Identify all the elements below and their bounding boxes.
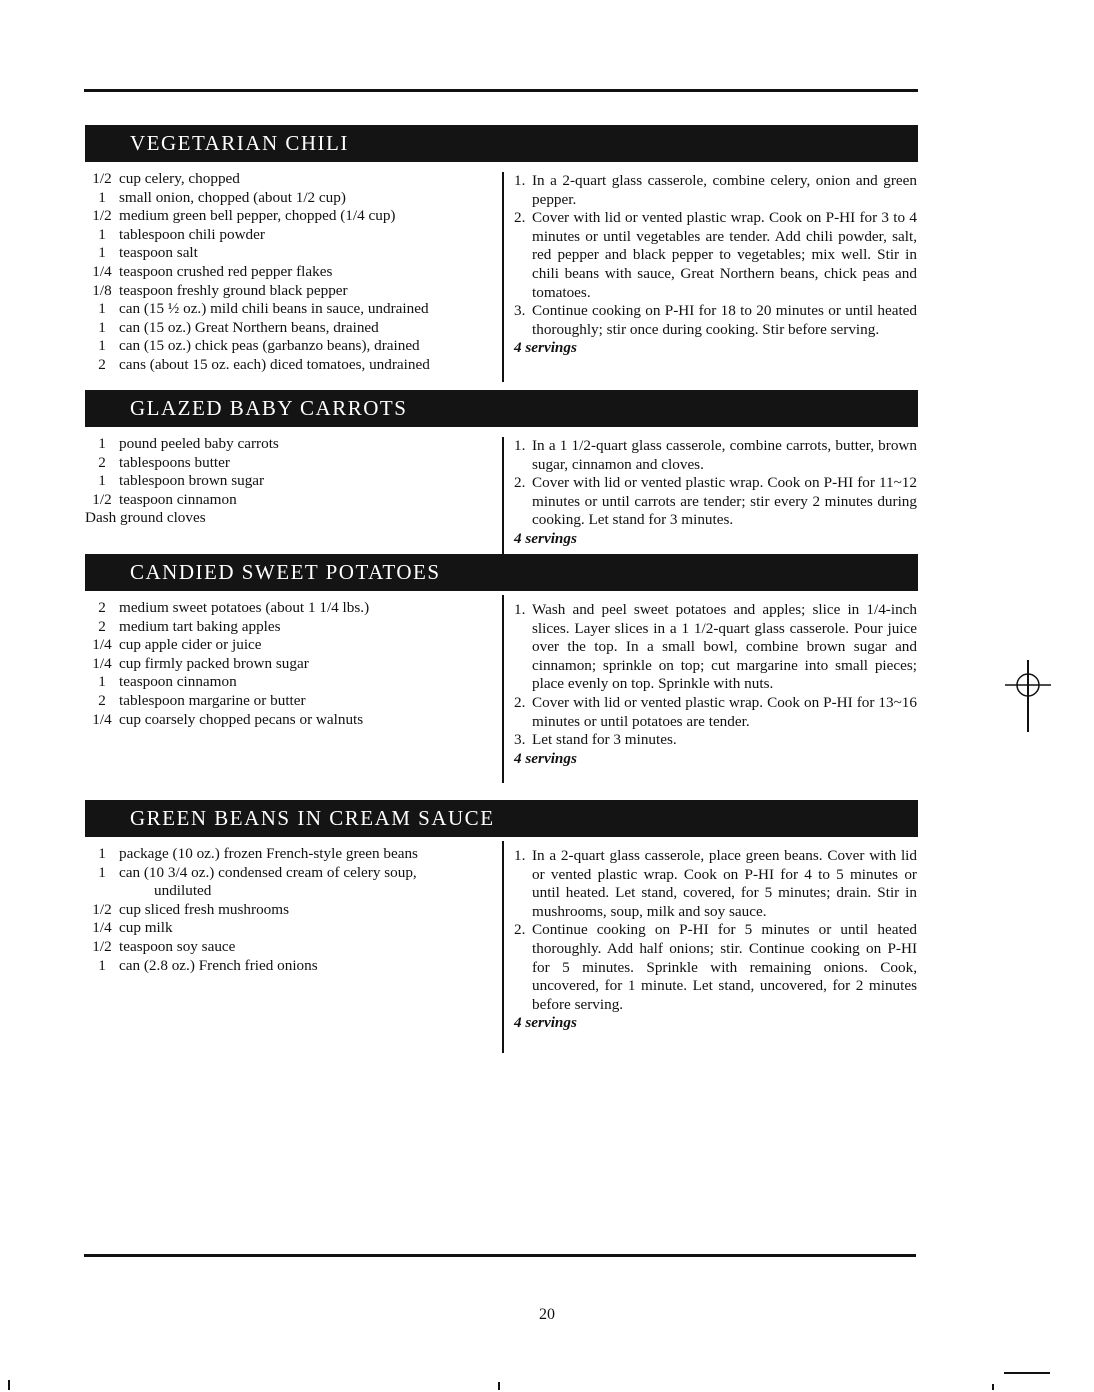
ingredient-quantity: 1	[98, 300, 106, 318]
ingredient-list	[85, 170, 485, 375]
ingredient-item: Dash ground cloves	[85, 509, 206, 527]
step-text: In a 2-quart glass casserole, combine celery, onion and green pepper.	[532, 172, 917, 208]
ingredient-item	[85, 655, 485, 674]
trim-mark	[498, 1382, 500, 1390]
ingredient-text: package (10 oz.) frozen French-style green beans	[119, 845, 418, 862]
trim-mark	[1004, 1372, 1050, 1374]
directions	[514, 172, 917, 358]
ingredient-item	[85, 435, 485, 454]
page-number: 20	[539, 1306, 555, 1323]
ingredient-text: medium green bell pepper, chopped (1/4 cup)	[119, 207, 396, 225]
ingredient-item	[85, 711, 485, 730]
ingredient-item	[85, 282, 485, 301]
ingredient-item	[85, 356, 485, 375]
recipe-green-beans-cream-sauce	[85, 800, 918, 1032]
direction-step	[514, 172, 917, 209]
ingredient-text: cup milk	[119, 919, 173, 937]
ingredient-item	[85, 919, 485, 938]
ingredient-list	[85, 435, 485, 528]
ingredient-text: can (10 3/4 oz.) condensed cream of celery soup,	[119, 863, 417, 881]
ingredient-text: pound peeled baby carrots	[119, 435, 279, 452]
ingredient-item	[85, 864, 485, 883]
ingredient-text: cup celery, chopped	[119, 170, 240, 187]
step-text: In a 1 1/2-quart glass casserole, combine carrots, butter, brown sugar, cinnamon and cloves.	[532, 437, 917, 473]
ingredient-item	[85, 599, 485, 618]
step-number: 2.	[514, 693, 526, 711]
step-text: Cover with lid or vented plastic wrap. Cook on P-HI for 13~16 minutes or until potatoes are tender.	[532, 693, 917, 730]
step-number: 1.	[514, 437, 526, 454]
direction-step	[514, 474, 917, 530]
ingredient-quantity: 1	[98, 472, 106, 490]
step-text: Let stand for 3 minutes.	[532, 731, 677, 749]
ingredient-quantity: 1	[98, 673, 106, 691]
ingredient-quantity: 1	[98, 956, 106, 974]
ingredient-quantity: 1/4	[92, 262, 112, 280]
recipe-title: VEGETARIAN CHILI	[85, 125, 918, 162]
ingredient-text: tablespoon margarine or butter	[119, 691, 306, 709]
column-divider	[502, 841, 504, 1053]
registration-mark-icon	[1005, 660, 1051, 732]
ingredient-quantity: 1/4	[92, 710, 112, 728]
ingredient-item	[85, 454, 485, 473]
ingredient-quantity: 1	[98, 225, 106, 243]
ingredient-text: cans (about 15 oz. each) diced tomatoes, undrained	[119, 355, 430, 373]
ingredient-quantity: 2	[98, 355, 106, 373]
ingredient-quantity: 1	[98, 863, 106, 881]
ingredient-quantity: 1/2	[92, 490, 112, 508]
ingredient-item	[85, 337, 485, 356]
step-number: 3.	[514, 302, 526, 320]
ingredient-item	[85, 882, 485, 901]
ingredient-item	[85, 938, 485, 957]
ingredient-item	[85, 300, 485, 319]
ingredient-text: small onion, chopped (about 1/2 cup)	[119, 188, 346, 206]
ingredient-item	[85, 319, 485, 338]
ingredient-text: cup coarsely chopped pecans or walnuts	[119, 710, 364, 728]
ingredient-item	[85, 472, 485, 491]
recipe-candied-sweet-potatoes	[85, 554, 918, 767]
ingredient-text: undiluted	[154, 882, 212, 900]
ingredient-text: teaspoon freshly ground black pepper	[119, 281, 348, 299]
trim-mark	[992, 1384, 994, 1390]
ingredient-item	[85, 170, 485, 189]
ingredient-text: can (2.8 oz.) French fried onions	[119, 956, 318, 974]
ingredient-text: can (15 ½ oz.) mild chili beans in sauce, undrained	[119, 300, 429, 318]
ingredient-quantity: 2	[98, 617, 106, 635]
ingredient-item	[85, 226, 485, 245]
ingredient-item	[85, 618, 485, 637]
directions	[514, 847, 917, 1033]
direction-step	[514, 302, 917, 339]
direction-step	[514, 209, 917, 302]
ingredient-item	[85, 244, 485, 263]
ingredient-quantity: 1/2	[92, 937, 112, 955]
ingredient-quantity: 1/4	[92, 636, 112, 654]
step-text: In a 2-quart glass casserole, place green beans. Cover with lid or vented plastic wrap. Cook on P-HI for 4 to 5 minutes or until heated. Let stand, covered, for 5 minutes; drain. Stir in mushrooms, soup, milk and soy sauce.	[532, 847, 917, 920]
ingredient-list	[85, 845, 485, 975]
ingredient-quantity: 1	[98, 244, 106, 262]
step-text: Continue cooking on P-HI for 5 minutes or until heated thoroughly. Add half onions; stir. Continue cooking on P-HI for 5 minutes. Sprinkle with remaining onions. Cook, uncovered, for 1 minute. Let stand, uncovered, for 2 minutes before serving.	[532, 921, 917, 1013]
ingredient-quantity: 1/8	[92, 281, 112, 299]
ingredient-item	[85, 845, 485, 864]
ingredient-text: cup sliced fresh mushrooms	[119, 900, 289, 918]
servings: 4 servings	[514, 1014, 577, 1032]
ingredient-text: medium sweet potatoes (about 1 1/4 lbs.)	[119, 599, 370, 616]
step-number: 2.	[514, 921, 526, 939]
ingredient-text: teaspoon soy sauce	[119, 937, 236, 955]
step-number: 2.	[514, 209, 526, 227]
ingredient-quantity: 1	[98, 337, 106, 355]
servings: 4 servings	[514, 749, 577, 767]
ingredient-quantity: 2	[98, 599, 106, 616]
ingredient-quantity: 2	[98, 691, 106, 709]
step-number: 1.	[514, 601, 526, 618]
step-number: 1.	[514, 847, 526, 864]
direction-step	[514, 921, 917, 1014]
ingredient-text: teaspoon cinnamon	[119, 673, 237, 691]
ingredient-text: can (15 oz.) Great Northern beans, drained	[119, 318, 379, 336]
ingredient-text: can (15 oz.) chick peas (garbanzo beans), drained	[119, 337, 420, 355]
ingredient-quantity: 1	[98, 845, 106, 862]
ingredient-quantity: 1	[98, 435, 106, 452]
column-divider	[502, 595, 504, 783]
servings: 4 servings	[514, 529, 577, 547]
recipe-title: GLAZED BABY CARROTS	[85, 390, 918, 427]
bottom-rule	[84, 1254, 916, 1257]
ingredient-quantity: 1/2	[92, 900, 112, 918]
directions	[514, 437, 917, 549]
direction-step	[514, 694, 917, 731]
step-number: 2.	[514, 474, 526, 492]
ingredient-item	[85, 673, 485, 692]
ingredient-text: tablespoon chili powder	[119, 225, 265, 243]
step-text: Cover with lid or vented plastic wrap. Cook on P-HI for 11~12 minutes or until carrots are tender; stir every 2 minutes during cooking. Let stand for 3 minutes.	[532, 474, 917, 529]
top-rule	[84, 89, 918, 92]
recipe-title: GREEN BEANS IN CREAM SAUCE	[85, 800, 918, 837]
ingredient-quantity: 1/4	[92, 654, 112, 672]
step-text: Continue cooking on P-HI for 18 to 20 minutes or until heated thoroughly; stir once during cooking. Stir before serving.	[532, 302, 917, 338]
ingredient-item	[85, 207, 485, 226]
recipe-glazed-baby-carrots	[85, 390, 918, 547]
ingredient-item	[85, 263, 485, 282]
ingredient-item	[85, 692, 485, 711]
ingredient-text: cup apple cider or juice	[119, 636, 262, 654]
ingredient-text: teaspoon salt	[119, 244, 198, 262]
ingredient-text: teaspoon crushed red pepper flakes	[119, 262, 333, 280]
ingredient-item	[85, 189, 485, 208]
ingredient-text: tablespoons butter	[119, 453, 230, 471]
ingredient-text: tablespoon brown sugar	[119, 472, 265, 490]
ingredient-item	[85, 491, 485, 510]
direction-step	[514, 437, 917, 474]
ingredient-quantity: 2	[98, 453, 106, 471]
ingredient-text: medium tart baking apples	[119, 617, 281, 635]
step-number: 3.	[514, 731, 526, 749]
ingredient-list	[85, 599, 485, 729]
recipe-vegetarian-chili	[85, 125, 918, 373]
direction-step	[514, 731, 917, 750]
direction-step	[514, 847, 917, 921]
step-number: 1.	[514, 172, 526, 189]
direction-step	[514, 601, 917, 694]
ingredient-text: cup firmly packed brown sugar	[119, 654, 309, 672]
ingredient-quantity: 1/2	[92, 170, 112, 187]
ingredient-quantity: 1	[98, 188, 106, 206]
step-text: Cover with lid or vented plastic wrap. Cook on P-HI for 3 to 4 minutes or until vegetables are tender. Add chili powder, salt, red pepper and black pepper to vegetables; mix well. Stir in chili beans with sauce, Great Northern beans, chick peas and tomatoes.	[532, 209, 917, 301]
ingredient-quantity: 1/2	[92, 207, 112, 225]
recipe-title: CANDIED SWEET POTATOES	[85, 554, 918, 591]
ingredient-item	[85, 957, 485, 976]
ingredient-item	[85, 636, 485, 655]
servings: 4 servings	[514, 339, 577, 357]
ingredient-quantity: 1	[98, 318, 106, 336]
ingredient-text: teaspoon cinnamon	[119, 490, 237, 508]
trim-mark	[8, 1380, 10, 1390]
directions	[514, 601, 917, 768]
column-divider	[502, 172, 504, 382]
ingredient-quantity: 1/4	[92, 919, 112, 937]
ingredient-item	[85, 901, 485, 920]
step-text: Wash and peel sweet potatoes and apples; slice in 1/4-inch slices. Layer slices in a 1 1/2-quart glass casserole. Pour juice over the top. In a small bowl, combine brown sugar and cinnamon; sprinkle on top; cut margarine into small pieces; place evenly on top. Sprinkle with nuts.	[532, 601, 917, 693]
